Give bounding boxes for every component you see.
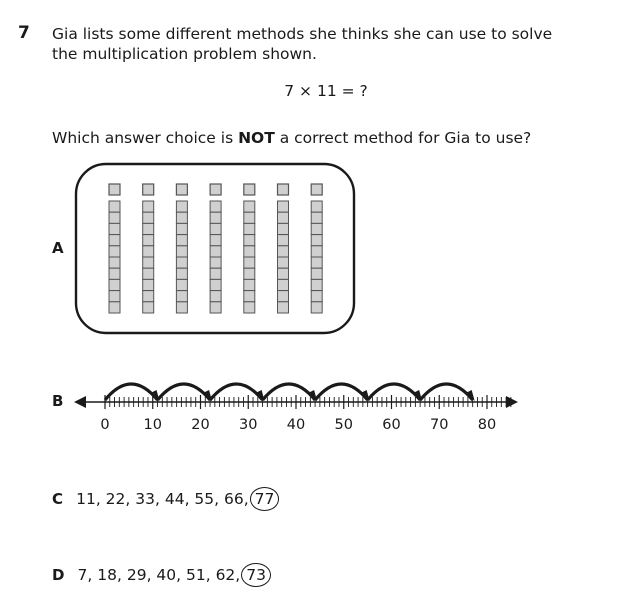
rod-segment	[311, 268, 322, 279]
rod-segment	[311, 246, 322, 257]
tick-label: 40	[286, 417, 306, 433]
rod-segment	[311, 279, 322, 290]
rod-segment	[311, 223, 322, 234]
block-column	[311, 184, 322, 313]
rod-segment	[210, 246, 221, 257]
ten-rod	[210, 201, 221, 313]
block-column	[278, 184, 289, 313]
jump-arc	[210, 384, 263, 400]
rod-segment	[244, 291, 255, 302]
rod-segment	[176, 279, 187, 290]
tick-label: 30	[239, 417, 258, 433]
rod-segment	[278, 201, 289, 212]
rod-segment	[311, 201, 322, 212]
rod-segment	[143, 201, 154, 212]
unit-cube	[244, 184, 255, 195]
rod-segment	[176, 223, 187, 234]
rod-segment	[143, 246, 154, 257]
option-c-letter: C	[52, 490, 64, 508]
jump-arc	[420, 384, 473, 400]
unit-cube	[278, 184, 289, 195]
rod-segment	[244, 246, 255, 257]
rod-segment	[143, 235, 154, 246]
rod-segment	[109, 291, 120, 302]
tick-label: 70	[430, 417, 449, 433]
rod-segment	[278, 302, 289, 313]
rod-segment	[278, 268, 289, 279]
block-column	[210, 184, 221, 313]
question-prompt	[52, 129, 531, 147]
block-column	[176, 184, 187, 313]
jump-arcs	[105, 384, 475, 401]
option-c-sequence: 11, 22, 33, 44, 55, 66,	[76, 490, 249, 508]
rod-segment	[109, 268, 120, 279]
jump-arc	[158, 384, 211, 400]
rod-segment	[244, 257, 255, 268]
right-arrow-icon	[506, 396, 518, 408]
ten-rod	[311, 201, 322, 313]
rod-segment	[278, 291, 289, 302]
rod-segment	[278, 279, 289, 290]
rod-segment	[278, 223, 289, 234]
unit-cube	[109, 184, 120, 195]
rod-segment	[244, 302, 255, 313]
rod-segment	[109, 235, 120, 246]
rod-segment	[109, 302, 120, 313]
option-c[interactable]	[52, 487, 279, 511]
block-column	[109, 184, 120, 313]
stem-line-2: the multiplication problem shown.	[52, 45, 317, 63]
rod-segment	[176, 268, 187, 279]
unit-cube	[176, 184, 187, 195]
rod-segment	[278, 212, 289, 223]
rod-segment	[176, 201, 187, 212]
rod-segment	[210, 302, 221, 313]
ten-rod	[143, 201, 154, 313]
rod-segment	[176, 235, 187, 246]
rod-segment	[109, 223, 120, 234]
rod-segment	[244, 279, 255, 290]
prompt-text-after: a correct method for Gia to use?	[274, 129, 532, 147]
option-d-sequence: 7, 18, 29, 40, 51, 62,	[77, 566, 241, 584]
rod-segment	[244, 201, 255, 212]
unit-cube	[311, 184, 322, 195]
ten-rod	[109, 201, 120, 313]
jump-arc	[315, 384, 368, 400]
tick-label: 20	[191, 417, 210, 433]
tick-label: 60	[382, 417, 401, 433]
stem-line-1: Gia lists some different methods she thinks she can use to solve	[52, 25, 553, 43]
rod-segment	[210, 257, 221, 268]
rod-segment	[109, 201, 120, 212]
rod-segment	[210, 291, 221, 302]
rod-segment	[143, 212, 154, 223]
option-d-circled-answer: 73	[241, 563, 271, 587]
rod-segment	[311, 257, 322, 268]
unit-cube	[143, 184, 154, 195]
rod-segment	[109, 279, 120, 290]
rod-segment	[143, 279, 154, 290]
rod-segment	[143, 257, 154, 268]
tick-label: 10	[143, 417, 162, 433]
rod-segment	[278, 235, 289, 246]
jump-arc	[368, 384, 421, 400]
rod-segment	[143, 302, 154, 313]
ten-rod	[176, 201, 187, 313]
question-stem	[52, 24, 552, 64]
option-d[interactable]	[52, 563, 271, 587]
rod-segment	[210, 201, 221, 212]
ten-rod	[278, 201, 289, 313]
rod-segment	[176, 212, 187, 223]
rod-segment	[244, 268, 255, 279]
prompt-text-before: Which answer choice is	[52, 129, 239, 147]
rod-segment	[278, 257, 289, 268]
rod-segment	[210, 279, 221, 290]
option-c-circled-answer: 77	[250, 487, 280, 511]
question-number: 7	[18, 23, 30, 43]
tick-label: 50	[334, 417, 353, 433]
rod-segment	[176, 257, 187, 268]
rod-segment	[311, 235, 322, 246]
rod-segment	[210, 212, 221, 223]
rod-segment	[244, 223, 255, 234]
rod-segment	[311, 302, 322, 313]
unit-cube	[210, 184, 221, 195]
rod-segment	[176, 291, 187, 302]
rod-segment	[210, 268, 221, 279]
rod-segment	[210, 235, 221, 246]
rod-segment	[244, 235, 255, 246]
rod-segment	[311, 291, 322, 302]
rod-segment	[176, 246, 187, 257]
rod-segment	[143, 291, 154, 302]
equation: 7 × 11 = ?	[284, 82, 368, 100]
rod-segment	[244, 212, 255, 223]
prompt-emphasis: NOT	[238, 129, 275, 147]
rod-segment	[109, 212, 120, 223]
option-d-letter: D	[52, 566, 65, 584]
rod-segment	[109, 246, 120, 257]
rod-segment	[143, 223, 154, 234]
rod-segment	[210, 223, 221, 234]
ten-rod	[244, 201, 255, 313]
tick-label: 0	[100, 417, 110, 433]
jump-arc	[105, 384, 158, 400]
option-b-number-line[interactable]	[72, 368, 524, 438]
rod-segment	[311, 212, 322, 223]
left-arrow-icon	[74, 396, 86, 408]
tick-label: 80	[477, 417, 497, 433]
number-line-labels	[100, 417, 496, 433]
rod-segment	[278, 246, 289, 257]
rod-segment	[109, 257, 120, 268]
option-a-base-ten-blocks[interactable]	[74, 162, 358, 337]
option-a-letter[interactable]: A	[52, 239, 64, 257]
block-column	[244, 184, 255, 313]
option-b-letter[interactable]: B	[52, 392, 64, 410]
rod-segment	[143, 268, 154, 279]
jump-arc	[263, 384, 316, 400]
block-column	[143, 184, 154, 313]
rod-segment	[176, 302, 187, 313]
